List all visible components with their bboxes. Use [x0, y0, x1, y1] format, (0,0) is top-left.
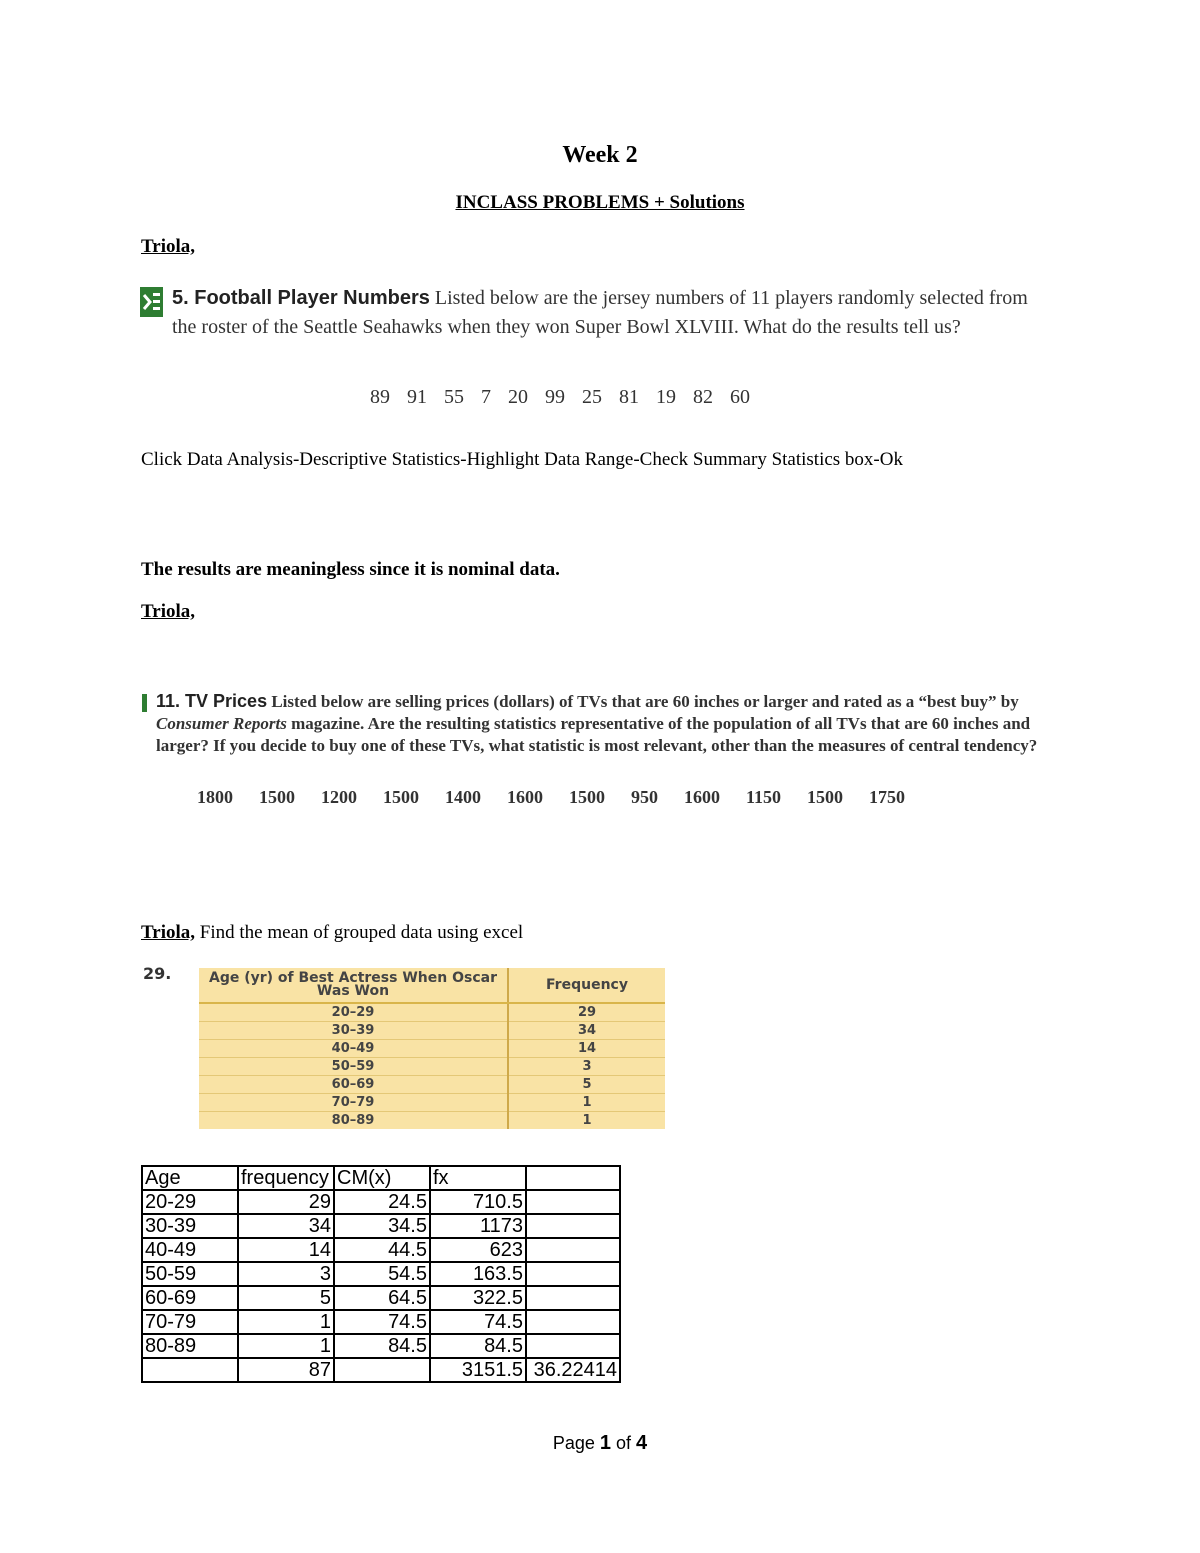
table-row — [199, 1022, 665, 1040]
table-row — [199, 1040, 665, 1058]
jersey-number: 55 — [444, 386, 464, 408]
problem-11-text-b: magazine. Are the resulting statistics representative of the population of all TVs that are 60 inches and larger? If you decide to buy one of these TVs, what statistic is most relevant, other than the measures of central tendency? — [156, 714, 1038, 755]
answer-text: The results are meaningless since it is nominal data. — [141, 559, 560, 580]
cell — [334, 1358, 430, 1382]
table-row — [199, 1076, 665, 1094]
cell: 44.5 — [334, 1238, 430, 1262]
grouped-mean-instruction: Find the mean of grouped data using excel — [195, 922, 524, 943]
oscar-col1-header: Age (yr) of Best Actress When Oscar Was Won — [199, 968, 508, 1003]
freq-cell: 29 — [508, 1003, 665, 1022]
cell: 70-79 — [142, 1310, 238, 1334]
table-row — [142, 1262, 620, 1286]
oscar-col2-header: Frequency — [508, 968, 665, 1003]
cell: 34.5 — [334, 1214, 430, 1238]
cell: 54.5 — [334, 1262, 430, 1286]
header-cell: fx — [430, 1166, 526, 1190]
footer-of: of — [611, 1433, 637, 1453]
freq-cell: 1 — [508, 1094, 665, 1112]
cell — [526, 1286, 620, 1310]
footer-prefix: Page — [552, 1433, 600, 1453]
problem-11 — [142, 690, 1047, 757]
cell: 80-89 — [142, 1334, 238, 1358]
problem-11-emphasis: Consumer Reports — [156, 714, 287, 733]
tv-prices — [197, 787, 931, 808]
page-footer — [0, 1432, 1200, 1455]
reference-triola-3: Triola, — [141, 922, 196, 943]
margin-bar-icon — [142, 694, 147, 712]
jersey-number: 19 — [656, 386, 676, 408]
cell — [526, 1214, 620, 1238]
table-row — [142, 1214, 620, 1238]
current-page-number: 1 — [599, 1432, 612, 1454]
reference-triola-1: Triola, — [141, 236, 196, 257]
cell: 34 — [238, 1214, 334, 1238]
cell: 163.5 — [430, 1262, 526, 1286]
tv-price: 1750 — [869, 787, 906, 807]
table-row — [199, 1003, 665, 1022]
tv-price: 1600 — [507, 787, 543, 807]
header-cell: frequency — [238, 1166, 334, 1190]
total-frequency: 87 — [238, 1358, 334, 1382]
tv-price: 1600 — [684, 787, 720, 807]
tv-price: 1500 — [259, 787, 295, 807]
cell: 1 — [238, 1334, 334, 1358]
jersey-number: 60 — [730, 386, 750, 408]
problem-11-text-a: Listed below are selling prices (dollars) of TVs that are 60 inches or larger and rated as a “best buy” by — [267, 692, 1019, 711]
problem-29-number: 29. — [143, 964, 172, 983]
freq-cell: 1 — [508, 1112, 665, 1130]
table-row — [199, 1094, 665, 1112]
jersey-number: 82 — [693, 386, 713, 408]
cell — [142, 1358, 238, 1382]
grouped-mean: 36.22414 — [526, 1358, 620, 1382]
problem-11-heading: 11. TV Prices — [156, 691, 268, 711]
cell: 30-39 — [142, 1214, 238, 1238]
tv-price: 1500 — [383, 787, 419, 807]
page-title: Week 2 — [562, 142, 638, 168]
cell: 84.5 — [430, 1334, 526, 1358]
header-cell: Age — [142, 1166, 238, 1190]
total-pages: 4 — [636, 1432, 648, 1454]
cell: 3 — [238, 1262, 334, 1286]
spreadsheet-icon — [140, 287, 163, 317]
excel-grouped-table — [141, 1165, 621, 1383]
table-row — [199, 1112, 665, 1130]
cell: 710.5 — [430, 1190, 526, 1214]
cell: 50-59 — [142, 1262, 238, 1286]
jersey-number: 7 — [481, 386, 491, 408]
cell — [526, 1262, 620, 1286]
cell: 1173 — [430, 1214, 526, 1238]
instruction-text: Click Data Analysis-Descriptive Statistics-Highlight Data Range-Check Summary Statistics box-Ok — [141, 449, 903, 470]
cell — [526, 1190, 620, 1214]
cell: 20-29 — [142, 1190, 238, 1214]
cell: 60-69 — [142, 1286, 238, 1310]
cell — [526, 1238, 620, 1262]
problem-5-heading: 5. Football Player Numbers — [172, 287, 430, 309]
age-cell: 60–69 — [199, 1076, 508, 1094]
cell: 29 — [238, 1190, 334, 1214]
age-cell: 40–49 — [199, 1040, 508, 1058]
cell — [526, 1310, 620, 1334]
table-row — [199, 1058, 665, 1076]
problem-5-text: Listed below are the jersey numbers of 11 players randomly selected from the roster of the Seattle Seahawks when they won Super Bowl XLVIII. What do the results tell us? — [172, 287, 1028, 338]
cell: 84.5 — [334, 1334, 430, 1358]
tv-price: 1150 — [746, 787, 782, 807]
age-cell: 80–89 — [199, 1112, 508, 1130]
jersey-number: 89 — [370, 386, 390, 408]
age-cell: 20–29 — [199, 1003, 508, 1022]
jersey-number: 25 — [582, 386, 602, 408]
jersey-number: 20 — [508, 386, 528, 408]
age-cell: 50–59 — [199, 1058, 508, 1076]
header-cell — [526, 1166, 620, 1190]
cell: 623 — [430, 1238, 526, 1262]
cell: 5 — [238, 1286, 334, 1310]
table-row — [142, 1310, 620, 1334]
jersey-number: 91 — [407, 386, 427, 408]
jersey-number: 81 — [619, 386, 639, 408]
problem-5 — [140, 284, 1040, 342]
table-row — [142, 1190, 620, 1214]
cell: 64.5 — [334, 1286, 430, 1310]
table-header-row — [142, 1166, 620, 1190]
reference-triola-2: Triola, — [141, 601, 196, 622]
oscar-age-table — [199, 968, 665, 1129]
cell: 24.5 — [334, 1190, 430, 1214]
tv-price: 1800 — [197, 787, 233, 807]
age-cell: 70–79 — [199, 1094, 508, 1112]
table-row — [142, 1334, 620, 1358]
cell: 74.5 — [334, 1310, 430, 1334]
cell: 74.5 — [430, 1310, 526, 1334]
cell — [526, 1334, 620, 1358]
freq-cell: 34 — [508, 1022, 665, 1040]
freq-cell: 5 — [508, 1076, 665, 1094]
freq-cell: 14 — [508, 1040, 665, 1058]
tv-price: 950 — [631, 787, 658, 807]
table-row — [142, 1286, 620, 1310]
cell: 1 — [238, 1310, 334, 1334]
reference-line-3 — [141, 922, 523, 944]
table-row — [142, 1238, 620, 1262]
page-subtitle: INCLASS PROBLEMS + Solutions — [455, 192, 745, 213]
header-cell: CM(x) — [334, 1166, 430, 1190]
jersey-number: 99 — [545, 386, 565, 408]
tv-price: 1200 — [321, 787, 357, 807]
jersey-numbers — [370, 386, 767, 409]
tv-price: 1500 — [569, 787, 605, 807]
cell: 14 — [238, 1238, 334, 1262]
cell: 40-49 — [142, 1238, 238, 1262]
tv-price: 1400 — [445, 787, 481, 807]
freq-cell: 3 — [508, 1058, 665, 1076]
cell: 322.5 — [430, 1286, 526, 1310]
total-fx: 3151.5 — [430, 1358, 526, 1382]
table-total-row — [142, 1358, 620, 1382]
age-cell: 30–39 — [199, 1022, 508, 1040]
tv-price: 1500 — [807, 787, 844, 807]
